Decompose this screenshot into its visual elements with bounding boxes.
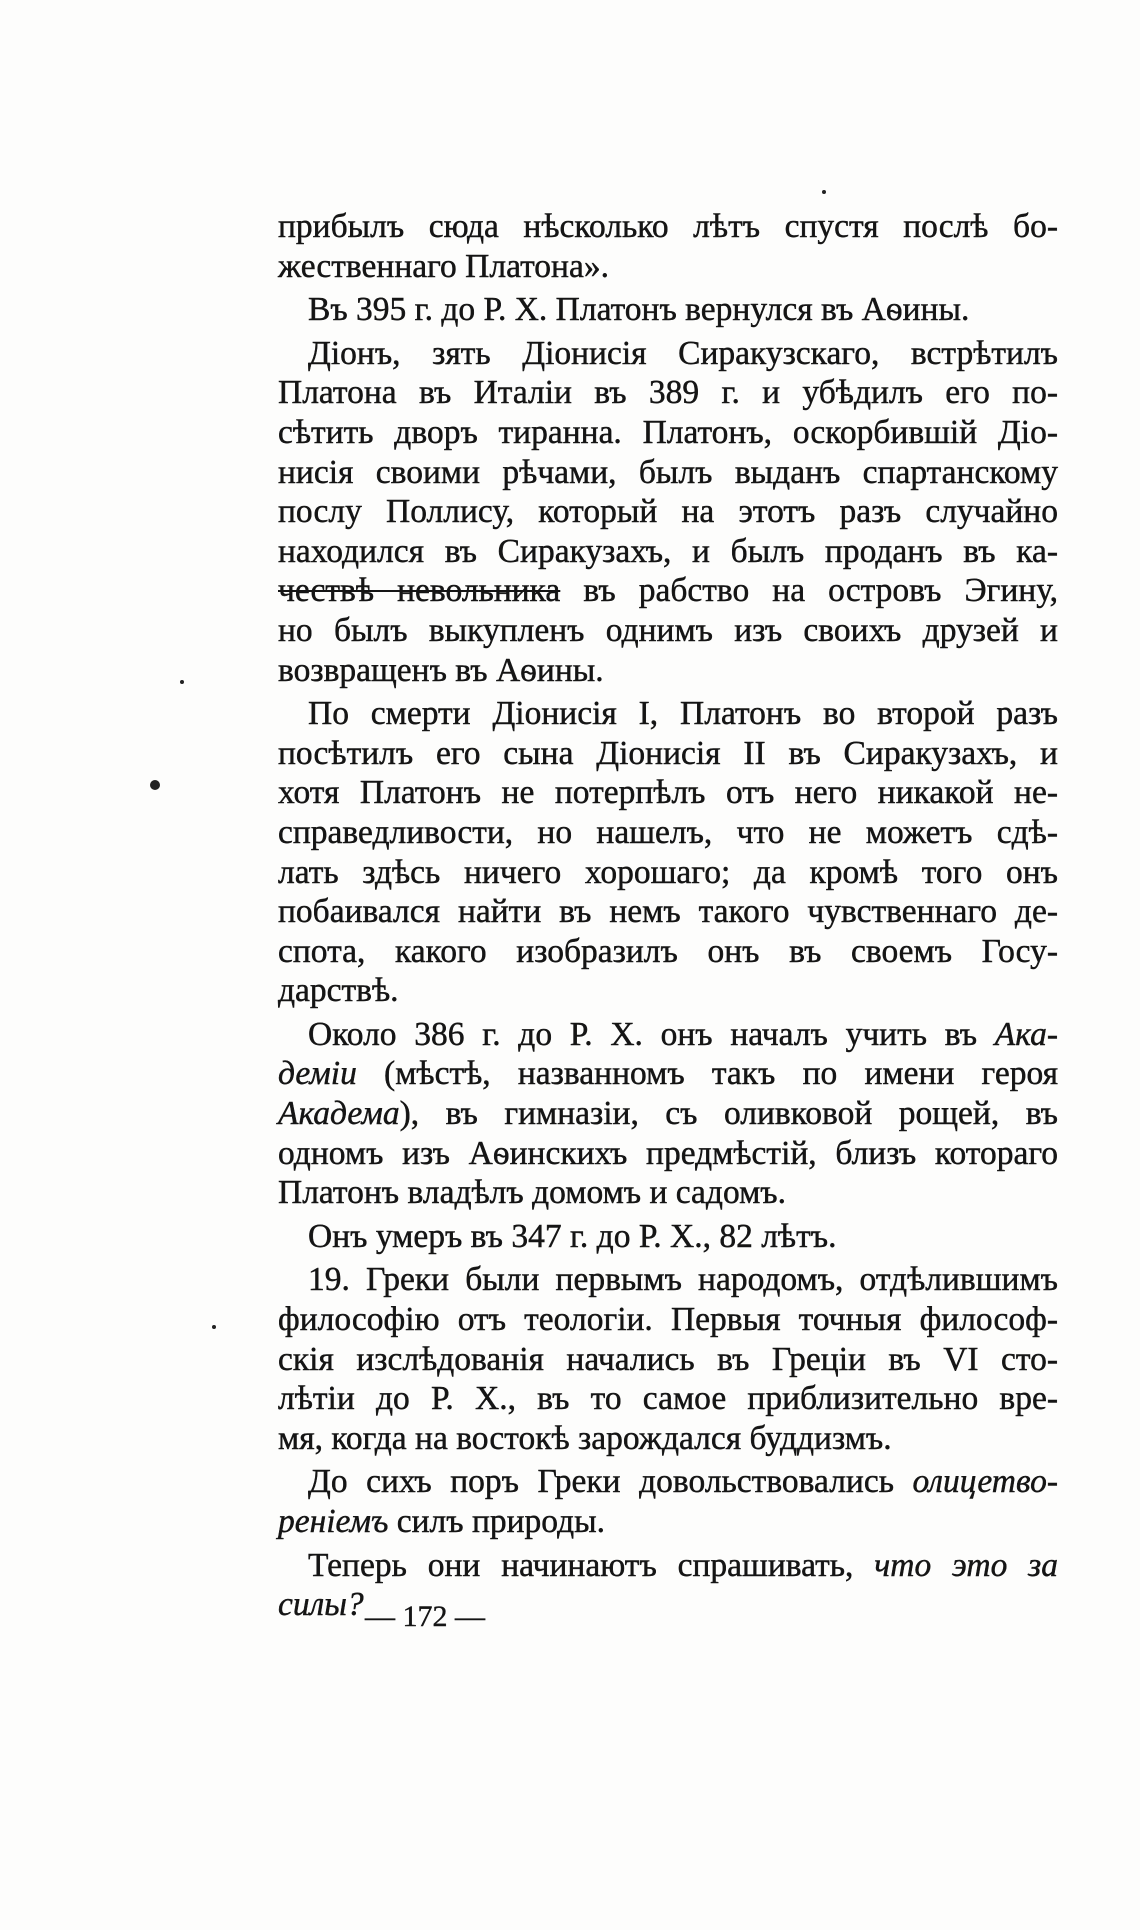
text-line: мя, когда на востокѣ зарождался буддизмъ. bbox=[278, 1419, 892, 1457]
italic-term: деміи bbox=[278, 1055, 357, 1093]
text-line: По смерти Діонисія I, Платонъ во второй разъ bbox=[308, 695, 1058, 733]
italic-term: Ака- bbox=[994, 1015, 1058, 1053]
text-line bbox=[278, 1462, 1058, 1502]
text-segment: въ рабство на островъ Эгину, bbox=[560, 572, 1059, 610]
text-line: но былъ выкупленъ однимъ изъ своихъ друзей и bbox=[278, 611, 1058, 649]
text-segment: (мѣстѣ, названномъ такъ по имени героя bbox=[356, 1055, 1058, 1093]
text-segment: Около 386 г. до Р. X. онъ началъ учить въ bbox=[308, 1015, 995, 1053]
text-line bbox=[278, 1054, 1058, 1094]
text-line: Платонъ владѣлъ домомъ и садомъ. bbox=[278, 1174, 786, 1212]
text-line: философію отъ теологіи. Первыя точныя философ- bbox=[278, 1301, 1058, 1339]
scan-speck bbox=[822, 190, 826, 194]
struck-text: чествѣ невольника bbox=[278, 572, 561, 610]
text-segment: Теперь они начинаютъ спрашивать, bbox=[308, 1546, 875, 1584]
text-line: находился въ Сиракузахъ, и былъ проданъ въ ка- bbox=[278, 532, 1058, 570]
scan-speck bbox=[180, 680, 184, 684]
scan-speck bbox=[150, 780, 160, 790]
text-line: возвращенъ въ Аѳины. bbox=[278, 651, 604, 689]
body-text bbox=[278, 207, 1058, 1625]
text-line bbox=[278, 1546, 1058, 1586]
scan-speck bbox=[212, 1325, 216, 1329]
text-line: Діонъ, зять Діонисія Сиракузскаго, встрѣтилъ bbox=[308, 334, 1058, 372]
text-line: послу Поллису, который на этотъ разъ случайно bbox=[278, 493, 1058, 531]
italic-term: силы? bbox=[278, 1586, 364, 1624]
text-line: Въ 395 г. до Р. X. Платонъ вернулся въ Аѳины. bbox=[308, 291, 970, 329]
text-line: хотя Платонъ не потерпѣлъ отъ него никакой не- bbox=[278, 774, 1058, 812]
text-line: Онъ умеръ въ 347 г. до Р. X., 82 лѣтъ. bbox=[308, 1217, 837, 1255]
text-line: прибылъ сюда нѣсколько лѣтъ спустя послѣ бо- bbox=[278, 208, 1058, 245]
italic-term: олицетво- bbox=[912, 1463, 1058, 1501]
text-line bbox=[278, 1502, 1058, 1542]
italic-term: что это за bbox=[874, 1546, 1058, 1584]
text-line: сѣтить дворъ тиранна. Платонъ, оскорбившій Діо- bbox=[278, 413, 1058, 451]
text-line: Платона въ Италіи въ 389 г. и убѣдилъ его по- bbox=[278, 374, 1058, 412]
text-line: спота, какого изобразилъ онъ въ своемъ Госу- bbox=[278, 932, 1058, 970]
text-line bbox=[278, 571, 1058, 611]
text-line: посѣтилъ его сына Діонисія II въ Сиракузахъ, и bbox=[278, 734, 1058, 772]
text-line: скія изслѣдованія начались въ Греціи въ VI сто- bbox=[278, 1340, 1058, 1378]
italic-term: реніемъ bbox=[278, 1503, 389, 1540]
text-line: жественнаго Платона». bbox=[278, 247, 609, 285]
text-line bbox=[278, 1094, 1058, 1134]
text-line: лѣтіи до Р. X., въ то самое приблизительно вре- bbox=[278, 1380, 1058, 1418]
text-line: нисія своими рѣчами, былъ выданъ спартанскому bbox=[278, 453, 1058, 491]
text-segment: силъ природы. bbox=[388, 1503, 606, 1540]
text-line: лать здѣсь ничего хорошаго; да кромѣ того онъ bbox=[278, 853, 1058, 891]
text-segment: До сихъ поръ Греки довольствовались bbox=[308, 1463, 913, 1501]
text-line: одномъ изъ Аѳинскихъ предмѣстій, близъ котораго bbox=[278, 1134, 1058, 1172]
text-line bbox=[278, 1015, 1058, 1055]
text-segment: ), въ гимназіи, съ оливковой рощей, въ bbox=[399, 1095, 1058, 1133]
italic-term: Академа bbox=[278, 1095, 400, 1133]
text-line: дарствѣ. bbox=[278, 972, 399, 1010]
text-line: 19. Греки были первымъ народомъ, отдѣлившимъ bbox=[308, 1261, 1058, 1299]
text-line: справедливости, но нашелъ, что не можетъ сдѣ- bbox=[278, 813, 1058, 851]
page-number: — 172 — bbox=[365, 1600, 485, 1633]
text-line: побаивался найти въ немъ такого чувственнаго де- bbox=[278, 893, 1058, 931]
